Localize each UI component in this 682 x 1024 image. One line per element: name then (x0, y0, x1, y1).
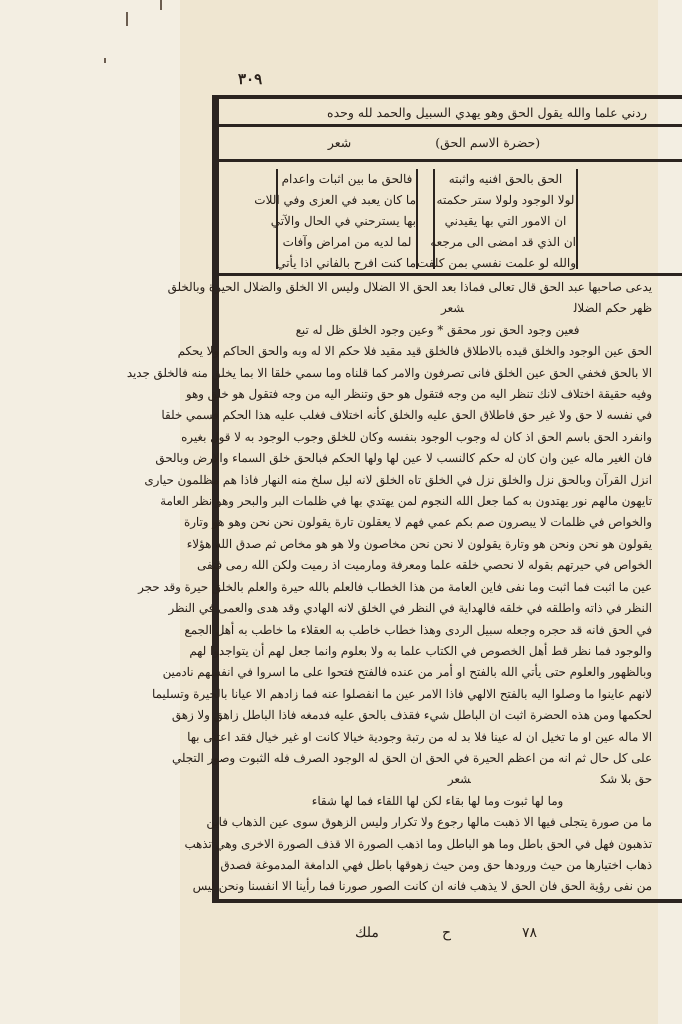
page-number: ٣٠٩ (238, 70, 263, 88)
verse: الحق بالحق افنيه واثبته (448, 172, 563, 186)
poem-label: شعر (447, 772, 471, 787)
text-line: وبالظهور والعلوم حتى يأتي الله بالفتح او أمر من عنده فالفتح فتحوا على ما اسروا في انفسهم نادمين (162, 665, 652, 680)
text-line: يقولون هو نحن ونحن هو وتارة يقولون لا نحن نحن مخاصون ولا هو هو مخاص ثم صدق الله هؤلاء (186, 536, 652, 551)
verse: بها يسترحني في الحال والآتي (270, 214, 416, 228)
text-line: والخواص في ظلمات لا يبصرون صم بكم عمي فهم لا يعقلون تارة يقولون نحن نحن وهو هو وتارة (184, 515, 652, 530)
text-line: يدعى صاحبها عبد الحق قال تعالى فماذا بعد الحق الا الضلال وليس الا الخلق والضلال الحيرة وبالخلق (167, 280, 652, 294)
footer-signature: ٧٨ (522, 925, 538, 941)
header-line: ردني علما والله يقول الحق وهو يهدي السبيل والحمد لله وحده (327, 105, 647, 120)
margin-mark (104, 58, 106, 63)
text-line: والوجود فما نظر قط أهل الخصوص في الكتاب علما به ولا بعلوم وانما جعل لهم أن يتواجدوا لهم (189, 643, 652, 658)
text-line: ما من صورة يتجلى فيها الا ذهبت مالها رجوع ولا تكرار وليس الزهوق سوى عين الذهاب فاين (206, 815, 652, 830)
text-frame (126, 95, 682, 903)
text-line: لانهم عاينوا ما وصلوا اليه بالفتح الالهي فاذا الامر عين ما انفصلوا عنه فما زادهم الا عيانا بالحيرة وتسليما (152, 686, 652, 701)
verse: فالحق ما بين اثبات واعدام (281, 172, 413, 186)
poem-column-left (254, 169, 418, 270)
divider (219, 124, 682, 127)
footer-left: ملك (355, 925, 379, 941)
text-line: لحكمها ومن هذه الحضرة اثبت ان الباطل شيء فقذف بالحق عليه فدمغه فاذا الباطل زاهق ولا زهق (171, 708, 652, 723)
text-line: تذهبون فهل في الحق باطل وما هو الباطل وما اذهب الصورة الا قذف الصورة الاخرى وهي تذهب (184, 836, 652, 851)
text-line: من نفى رؤية الحق فان الحق لا يذهب فانه ان كانت الصور صورنا فما رأينا الا انفسنا ونحن ليس (192, 879, 652, 894)
text-line: عين ما اثبت فما اثبت وما نفى فاين العامة من هذا الخطاب فالعلم بالله حيرة والعلم بالخلق حيرة وقد حجر (138, 579, 652, 594)
verse: ما كان يعبد في العزى وفي اللات (254, 193, 416, 207)
verse: لما لديه من امراض وآفات (282, 235, 412, 249)
footer-middle: ح (442, 925, 452, 941)
divider (219, 273, 682, 276)
section-label: شعر (327, 135, 352, 150)
text-line: الخواص في حيرتهم بقوله لا نحصي خلقه علما ومعرفة ومارميت اذ رميت ولكن الله رمى فنفى (197, 558, 652, 573)
text-line: وفيه حقيقة اختلاف لانك تنظر اليه من وجه فتقول هو حق وتنظر اليه من وجه فتقول هو خلق وهو (185, 387, 652, 402)
text-line: الحق عين الوجود والخلق قيده بالاطلاق فالخلق قيد مقيد فلا حكم الا له وبه والحق الحاكم ولا يحكم (177, 344, 652, 359)
text-line: تايهون مالهم نور يهتدون به كما جعل الله النجوم لمن يهتدي بها في ظلمات البر والبحر وهو نظر العامة (160, 494, 652, 509)
verse: ما كنت افرح بالفاني اذا يأتي (276, 256, 416, 270)
text-line: انزل القرآن وبالحق نزل والخلق نزل في الخلق تاه الخلق لانه ليل سلخ منه النهار فاذا هم مظلمون حيارى (144, 472, 652, 487)
verse: ان الامور التي بها يقيدني (444, 214, 567, 228)
section-title: (حضرة الاسم الحق) (435, 135, 541, 150)
text-line: في نفسه لا حق ولا غير حق فاطلاق الحق عليه والخلق كأنه اختلاف فغلب عليه هذا الحكم فسمي خلقا (161, 408, 652, 423)
poem-label: شعر (441, 301, 464, 316)
poem-column-right (416, 169, 578, 270)
divider (219, 159, 682, 162)
verse: لولا الوجود ولولا ستر حكمته (436, 193, 575, 207)
verse: ان الذي قد امضى الى مرجعه (430, 235, 576, 249)
text-line: الا بالحق فخفي الحق عين الخلق فانى تصرفون والامر كما قلناه وما سمي خلقا الا بما يخلق منه فالخلق جديد (126, 365, 652, 380)
text-line: وانفرد الحق باسم الحق اذ كان له وجوب الوجود بنفسه وكان للخلق وجوب الوجود به لا قول بغيره (181, 429, 652, 444)
text-line: الا ماله عين او ما تخيل ان له عينا فلا بد له من رتبة وجودية خيالا كانت او غير خيال فقد اعتنى بها (187, 729, 652, 744)
text-line: ظهر حكم الضلالشعر (441, 301, 652, 316)
text-line: النظر في ذاته واطلقه في خلقه فالهداية في النظر في الخلق لانه الهادي وقد هدى والعمى في النظر (168, 601, 652, 616)
verse-line: فعين وجود الحق نور محقق * وعين وجود الخلق ظل له تبع (295, 322, 580, 337)
text-line: على كل حال ثم انه من اعظم الحيرة في الحق ان الحق له الوجود الصرف فله الثبوت وصور التجلي (172, 750, 652, 765)
text-line: في الحق فانه قد حجره وجعله سبيل الردى وهذا خطاب خاطب به العقلاء ما خاطب به أهل الجمع (184, 622, 652, 637)
verse: والله لو علمت نفسي بمن كلفت (416, 256, 576, 270)
text-line: ذهاب اختيارها من حيث ورودها حق ومن حيث زهوقها باطل فهي الدامغة المدموغة فصدق (220, 857, 652, 872)
text-line: فان الغير ماله عين وان كان له حكم كالنسب لا عين لها ولها الحكم فبالحق خلق السماء والارض وبالحق (155, 451, 652, 466)
margin-mark (126, 12, 128, 26)
verse-line: وما لها ثبوت وما لها بقاء لكن لها اللقاء فما لها شقاء (311, 793, 564, 808)
margin-mark (160, 0, 162, 10)
section-title-row (219, 135, 649, 150)
body-text (126, 277, 652, 898)
text-line: حق بلا شكشعر (447, 772, 652, 787)
